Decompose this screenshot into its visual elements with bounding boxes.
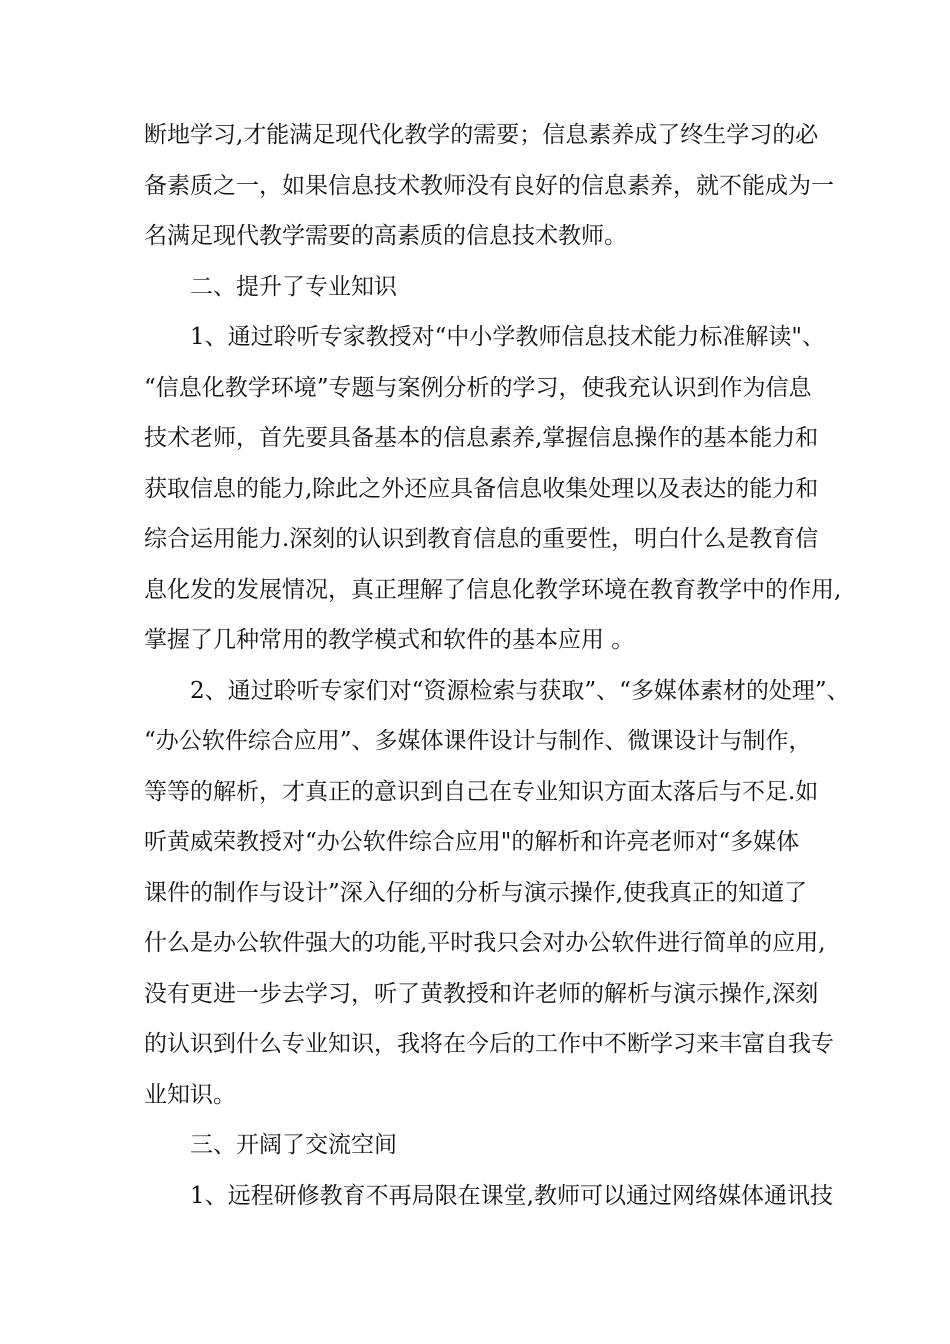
text-line: 断地学习,才能满足现代化教学的需要；信息素养成了终生学习的必 <box>144 122 819 148</box>
text-line: 等等的解析，才真正的意识到自己在专业知识方面太落后与不足.如 <box>144 778 819 805</box>
text-line: “信息化教学环境”专题与案例分析的学习，使我充认识到作为信息 <box>144 374 812 401</box>
text-line: 业知识。 <box>144 1081 236 1108</box>
text-line: 听黄威荣教授对“办公软件综合应用"的解析和许亮老师对“多媒体 <box>144 829 800 855</box>
text-line: 1、远程研修教育不再局限在课堂,教师可以通过网络媒体通讯技 <box>190 1182 833 1209</box>
text-line: 备素质之一，如果信息技术教师没有良好的信息素养，就不能成为一 <box>144 172 834 199</box>
text-line: 什么是办公软件强大的功能,平时我只会对办公软件进行简单的应用, <box>144 930 826 956</box>
document-body <box>144 110 850 1221</box>
text-line: 的认识到什么专业知识，我将在今后的工作中不断学习来丰富自我专 <box>144 1031 834 1057</box>
text-line: 名满足现代教学需要的高素质的信息技术教师。 <box>144 223 627 249</box>
text-line: 获取信息的能力,除此之外还应具备信息收集处理以及表达的能力和 <box>144 475 819 502</box>
text-line: 掌握了几种常用的教学模式和软件的基本应用 。 <box>144 627 635 653</box>
text-line: “办公软件综合应用”、多媒体课件设计与制作、微课设计与制作， <box>144 728 812 754</box>
text-line: 技术老师，首先要具备基本的信息素养,掌握信息操作的基本能力和 <box>144 425 819 451</box>
text-line: 没有更进一步去学习，听了黄教授和许老师的解析与演示操作,深刻 <box>144 980 819 1007</box>
section-heading: 三、开阔了交流空间 <box>190 1132 397 1158</box>
text-line: 课件的制作与设计”深入仔细的分析与演示操作,使我真正的知道了 <box>144 879 808 906</box>
text-line: 息化发的发展情况，真正理解了信息化教学环境在教育教学中的作用, <box>144 576 842 603</box>
text-line: 2、通过聆听专家们对“资源检索与获取”、“多媒体素材的处理”、 <box>190 677 850 704</box>
section-heading: 二、提升了专业知识 <box>190 273 397 300</box>
text-line: 综合运用能力.深刻的认识到教育信息的重要性，明白什么是教育信 <box>144 526 819 552</box>
text-line: 1、通过聆听专家教授对“中小学教师信息技术能力标准解读"、 <box>190 324 825 350</box>
